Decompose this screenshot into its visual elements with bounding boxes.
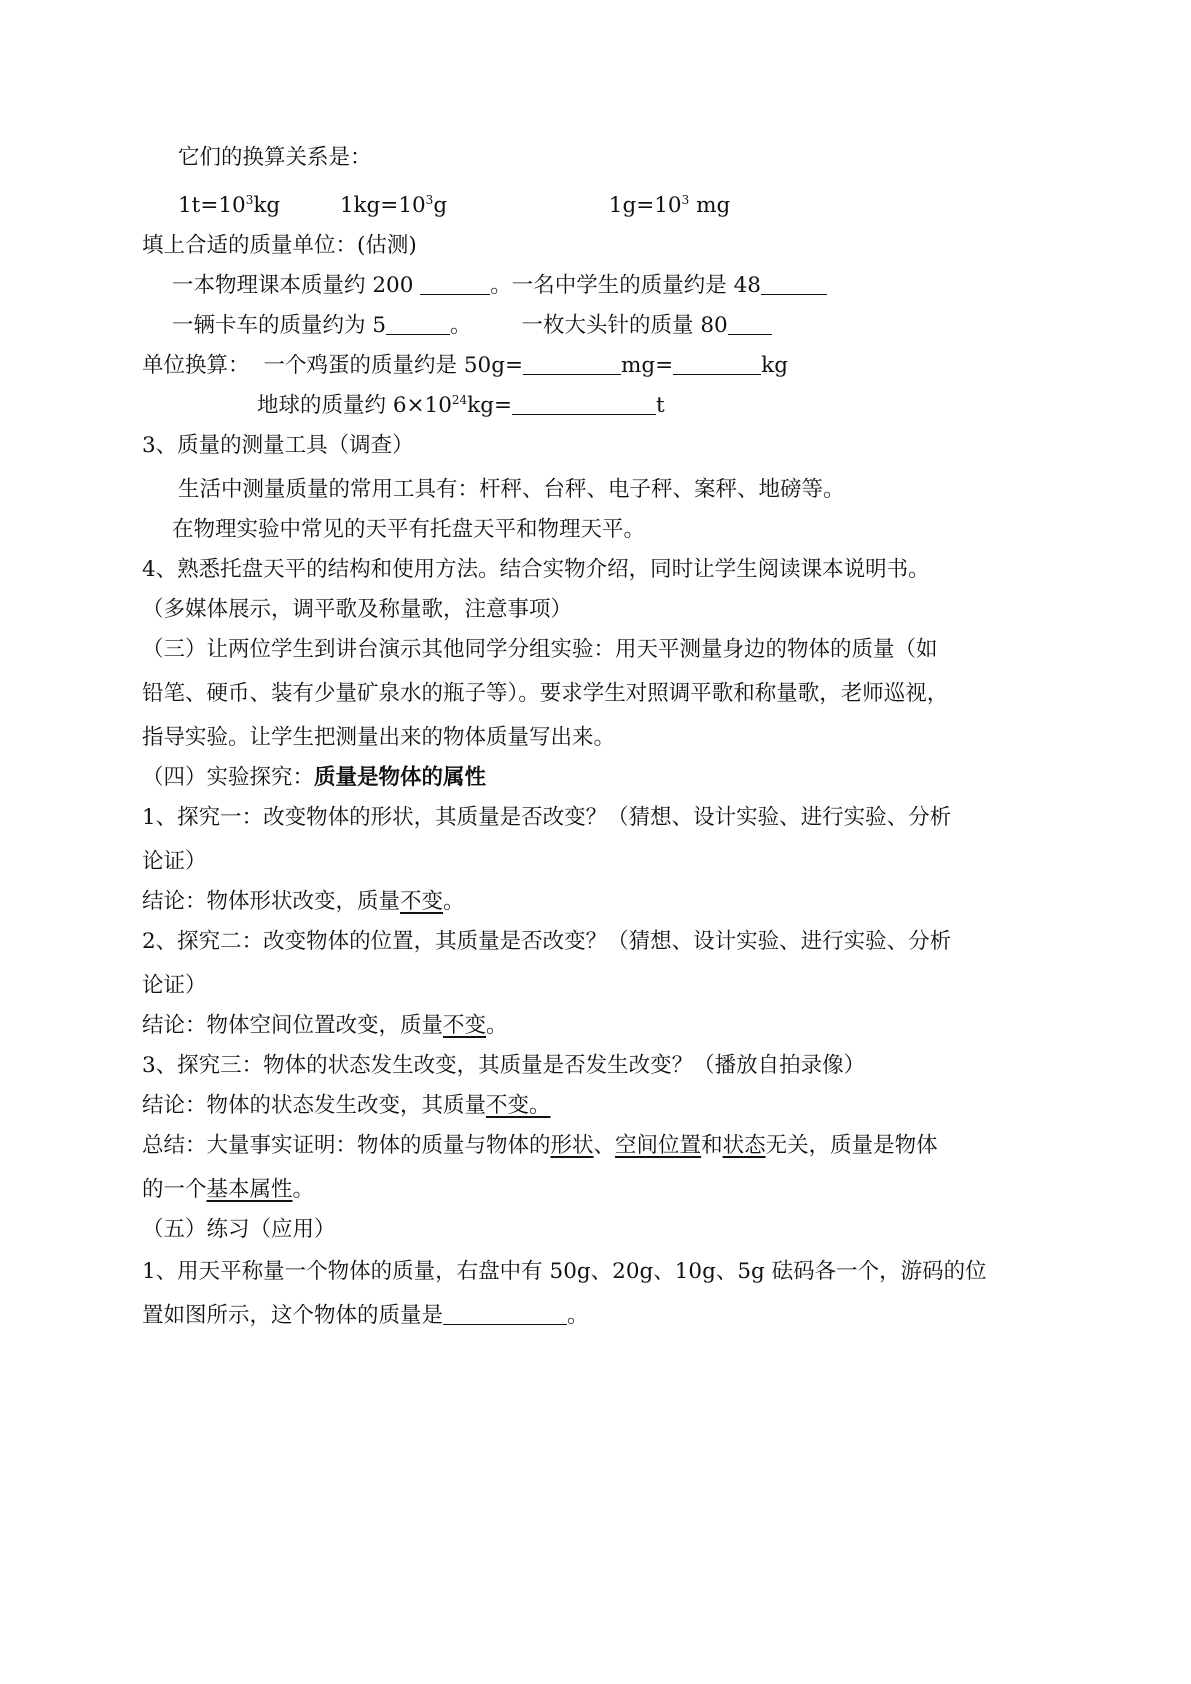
book-mass-blank[interactable] — [420, 271, 490, 295]
inquiry2-line2: 论证） — [142, 973, 207, 998]
section4-note: （多媒体展示，调平歌及称量歌，注意事项） — [142, 597, 573, 622]
conclusion3-key: 不变。 — [486, 1093, 551, 1118]
part3-line3: 指导实验。让学生把测量出来的物体质量写出来。 — [142, 725, 616, 750]
conclusion1: 结论：物体形状改变，质量不变。 — [142, 889, 465, 914]
conversion-formulas — [178, 184, 1091, 228]
summary-state: 状态 — [722, 1133, 766, 1158]
part4-heading: （四）实验探究：质量是物体的属性 — [142, 765, 487, 790]
summary-space: 空间位置 — [615, 1133, 702, 1158]
unit-conversion-earth: 地球的质量约 $6\times 10^{24}kg= t$ — [257, 393, 665, 418]
conclusion2-key: 不变 — [443, 1013, 487, 1038]
conversion-intro-text: 它们的换算关系是： — [178, 145, 372, 170]
student-mass-blank[interactable] — [761, 271, 827, 295]
conclusion3: 结论：物体的状态发生改变，其质量不变。 — [142, 1093, 551, 1118]
exercise1-line1: 1、用天平称量一个物体的质量，右盘中有 50g、20g、10g、5g 砝码各一个，游码的位 — [142, 1259, 987, 1284]
estimate-line-1: 一本物理课本质量约 200 。一名中学生的质量约是 48 — [172, 264, 1091, 308]
formula-kg-g: $1kg=10^3g$ — [339, 193, 448, 218]
part3-line2: 铅笔、硬币、装有少量矿泉水的瓶子等）。要求学生对照调平歌和称量歌，老师巡视， — [142, 681, 949, 706]
summary-shape: 形状 — [550, 1133, 594, 1158]
section3-heading: 3、质量的测量工具（调查） — [142, 433, 414, 458]
conclusion2: 结论：物体空间位置改变，质量不变。 — [142, 1013, 508, 1038]
estimate-heading: 填上合适的质量单位：(估测) — [142, 233, 417, 258]
object-mass-blank[interactable] — [443, 1301, 567, 1325]
exercise1-line2: 置如图所示，这个物体的质量是 。 — [142, 1303, 589, 1328]
egg-kg-blank[interactable] — [673, 351, 761, 375]
inquiry3: 3、探究三：物体的状态发生改变，其质量是否发生改变？（播放自拍录像） — [142, 1053, 866, 1078]
earth-t-blank[interactable] — [512, 391, 656, 415]
conversion-intro — [178, 136, 1091, 180]
inquiry1-line1: 1、探究一：改变物体的形状，其质量是否改变？（猜想、设计实验、进行实验、分析 — [142, 805, 952, 830]
pin-mass-blank[interactable] — [728, 311, 772, 335]
part5-heading: （五）练习（应用） — [142, 1217, 336, 1242]
summary-key: 基本属性 — [206, 1177, 293, 1202]
section4-heading: 4、熟悉托盘天平的结构和使用方法。结合实物介绍，同时让学生阅读课本说明书。 — [142, 557, 930, 582]
part4-title: 质量是物体的属性 — [314, 765, 487, 790]
summary-line1: 总结：大量事实证明：物体的质量与物体的形状、空间位置和状态无关，质量是物体 — [142, 1133, 938, 1158]
inquiry1-line2: 论证） — [142, 849, 207, 874]
estimate-line-2: 一辆卡车的质量约为 5 。 一枚大头针的质量 80 — [172, 304, 1091, 348]
inquiry2-line1: 2、探究二：改变物体的位置，其质量是否改变？（猜想、设计实验、进行实验、分析 — [142, 929, 952, 954]
unit-conversion-egg: 单位换算： 一个鸡蛋的质量约是 50g= mg= kg — [142, 353, 788, 378]
formula-g-mg: $1g=10^3$ mg — [608, 193, 731, 218]
truck-mass-blank[interactable] — [386, 311, 450, 335]
formula-t-kg: $1t=10^3kg$ — [178, 193, 281, 218]
part3-line1: （三）让两位学生到讲台演示其他同学分组实验：用天平测量身边的物体的质量（如 — [142, 637, 938, 662]
egg-mg-blank[interactable] — [523, 351, 621, 375]
section3-line1: 生活中测量质量的常用工具有：杆秤、台秤、电子秤、案秤、地磅等。 — [178, 477, 845, 502]
summary-line2: 的一个基本属性。 — [142, 1177, 315, 1202]
conclusion1-key: 不变 — [400, 889, 444, 914]
section3-line2: 在物理实验中常见的天平有托盘天平和物理天平。 — [172, 517, 646, 542]
